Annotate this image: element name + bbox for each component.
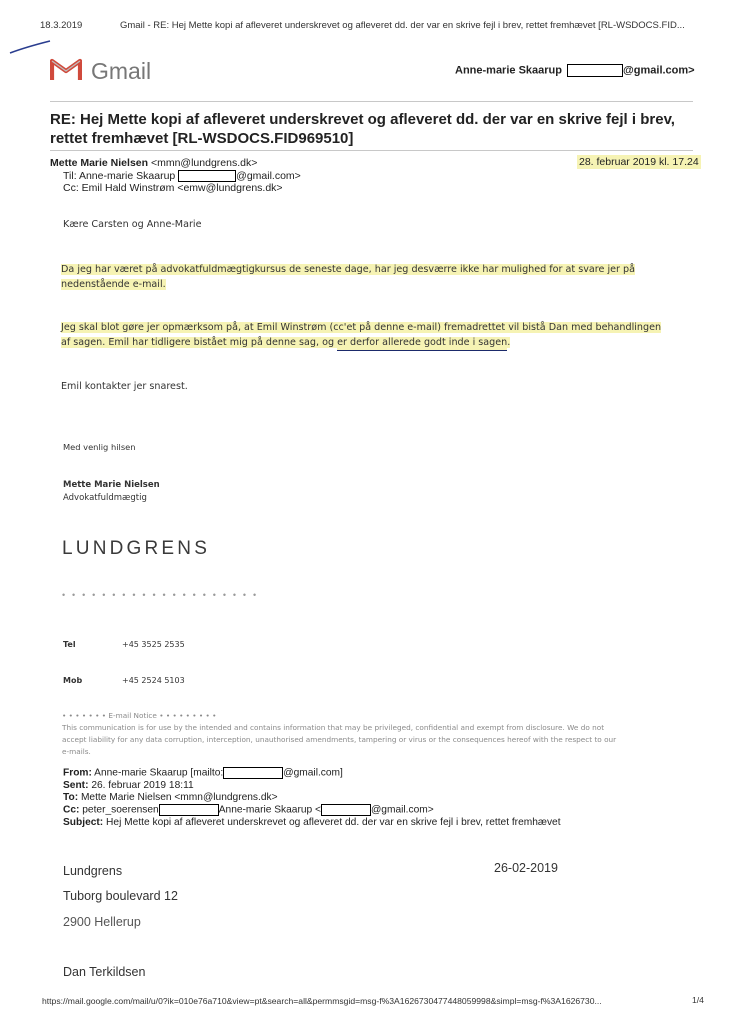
letter-date: 26-02-2019 <box>494 861 558 875</box>
redaction-box <box>321 804 371 816</box>
quoted-to <box>63 792 561 804</box>
letter-company: Lundgrens <box>63 864 123 878</box>
account-label <box>455 64 695 77</box>
redaction-box <box>223 767 283 779</box>
quoted-cc-a: peter_soerensen <box>82 804 159 816</box>
message-date: 28. februar 2019 kl. 17.24 <box>579 156 699 168</box>
gmail-logo <box>50 58 82 87</box>
gmail-logo-text: Gmail <box>91 58 152 84</box>
paragraph-3: Emil kontakter jer snarest. <box>61 381 188 392</box>
quoted-subject <box>63 817 561 829</box>
mob-value: +45 2524 5103 <box>122 676 185 685</box>
quoted-subject-label: Subject: <box>63 817 104 829</box>
redaction-box <box>159 804 219 816</box>
notice-line-1: This communication is for use by the intended and contains information that may be privileged, confidential and exempt from disclosure. We do not <box>62 723 605 732</box>
print-date: 18.3.2019 <box>40 20 83 31</box>
to-suffix: @gmail.com> <box>236 170 301 182</box>
underlined-phrase: er derfor allerede godt inde i sagen <box>337 337 507 351</box>
paragraph-1 <box>61 262 635 292</box>
to-prefix: Til: Anne-marie Skaarup <box>63 170 176 182</box>
email-subject: RE: Hej Mette kopi af afleveret underskrevet og afleveret dd. der var en skrive fejl i brev, rettet fremhævet [RL-WSDOCS.FID969510] <box>50 111 675 147</box>
paragraph-1-line-2: nedenstående e-mail. <box>61 279 166 290</box>
quoted-cc-b: Anne-marie Skaarup < <box>218 804 321 816</box>
signature-divider: • • • • • • • • • • • • • • • • • • • • <box>62 590 259 600</box>
quoted-cc-label: Cc: <box>63 804 80 816</box>
quoted-sent-value: 26. februar 2019 18:11 <box>91 779 194 791</box>
quoted-from <box>63 767 561 780</box>
quoted-from-suffix: @gmail.com] <box>283 767 343 779</box>
mob-label: Mob <box>63 676 83 685</box>
notice-title: • • • • • • • E-mail Notice • • • • • • • • • <box>62 711 217 720</box>
sender-email: <mmn@lundgrens.dk> <box>150 157 258 169</box>
notice-text <box>62 722 616 758</box>
paragraph-2-line-2c: . <box>507 337 511 348</box>
tel-label: Tel <box>63 640 76 649</box>
paragraph-2 <box>61 320 661 350</box>
cc-line: Cc: Emil Hald Winstrøm <emw@lundgrens.dk> <box>63 182 283 194</box>
tel-value: +45 3525 2535 <box>122 640 185 649</box>
pen-mark <box>8 38 52 56</box>
quoted-to-label: To: <box>63 792 79 804</box>
quoted-subject-value: Hej Mette kopi af afleveret underskrevet og afleveret dd. der var en skrive fejl i brev, rettet fremhævet <box>106 817 561 829</box>
account-name: Anne-marie Skaarup <box>455 64 562 77</box>
footer-url: https://mail.google.com/mail/u/0?ik=010e76a710&view=pt&search=all&permmsgid=msg-f%3A1626730477448059998&simpl=msg-f%3A1626730... <box>42 996 602 1006</box>
quoted-sent-label: Sent: <box>63 779 89 791</box>
signature-title: Advokatfuldmægtig <box>63 493 147 503</box>
redaction-box <box>178 170 236 182</box>
account-suffix: @gmail.com> <box>623 64 695 77</box>
notice-line-3: e-mails. <box>62 747 91 756</box>
print-title: Gmail - RE: Hej Mette kopi af afleveret underskrevet og afleveret dd. der var en skrive fejl i brev, rettet fremhævet [RL-WSDOCS.FID... <box>120 20 685 31</box>
gmail-envelope-icon <box>50 58 82 82</box>
letter-city: 2900 Hellerup <box>63 915 141 929</box>
greeting: Kære Carsten og Anne-Marie <box>63 219 202 230</box>
lundgrens-logo: LUNDGRENS <box>62 538 211 559</box>
notice-line-2: accept liability for any data corruption, interception, unauthorised amendments, tampering or virus or the consequences hereof with the respect to our <box>62 735 617 744</box>
paragraph-2-line-1: Jeg skal blot gøre jer opmærksom på, at Emil Winstrøm (cc'et på denne e-mail) fremadrettet vil bistå Dan med behandlingen <box>61 322 662 333</box>
letter-street: Tuborg boulevard 12 <box>63 889 178 903</box>
quoted-from-prefix: Anne-marie Skaarup [mailto: <box>94 767 224 779</box>
paragraph-2-line-2a: af sagen. Emil har tidligere bistået mig på denne sag, og <box>61 337 338 348</box>
closing: Med venlig hilsen <box>63 442 136 452</box>
quoted-header <box>63 767 561 829</box>
to-line <box>63 170 301 182</box>
quoted-sent <box>63 780 561 792</box>
page-number: 1/4 <box>692 995 704 1005</box>
redaction-box <box>567 64 623 77</box>
paragraph-1-line-1: Da jeg har været på advokatfuldmægtigkursus de seneste dage, har jeg desværre ikke har mulighed for at svare jer på <box>61 264 635 275</box>
letter-person: Dan Terkildsen <box>63 965 146 979</box>
quoted-to-value: Mette Marie Nielsen <mmn@lundgrens.dk> <box>80 792 278 804</box>
quoted-cc <box>63 804 561 817</box>
quoted-cc-c: @gmail.com> <box>370 804 434 816</box>
signature-name: Mette Marie Nielsen <box>63 480 160 490</box>
quoted-from-label: From: <box>63 767 92 779</box>
sender-name: Mette Marie Nielsen <box>50 157 149 169</box>
sender-line <box>50 157 257 169</box>
